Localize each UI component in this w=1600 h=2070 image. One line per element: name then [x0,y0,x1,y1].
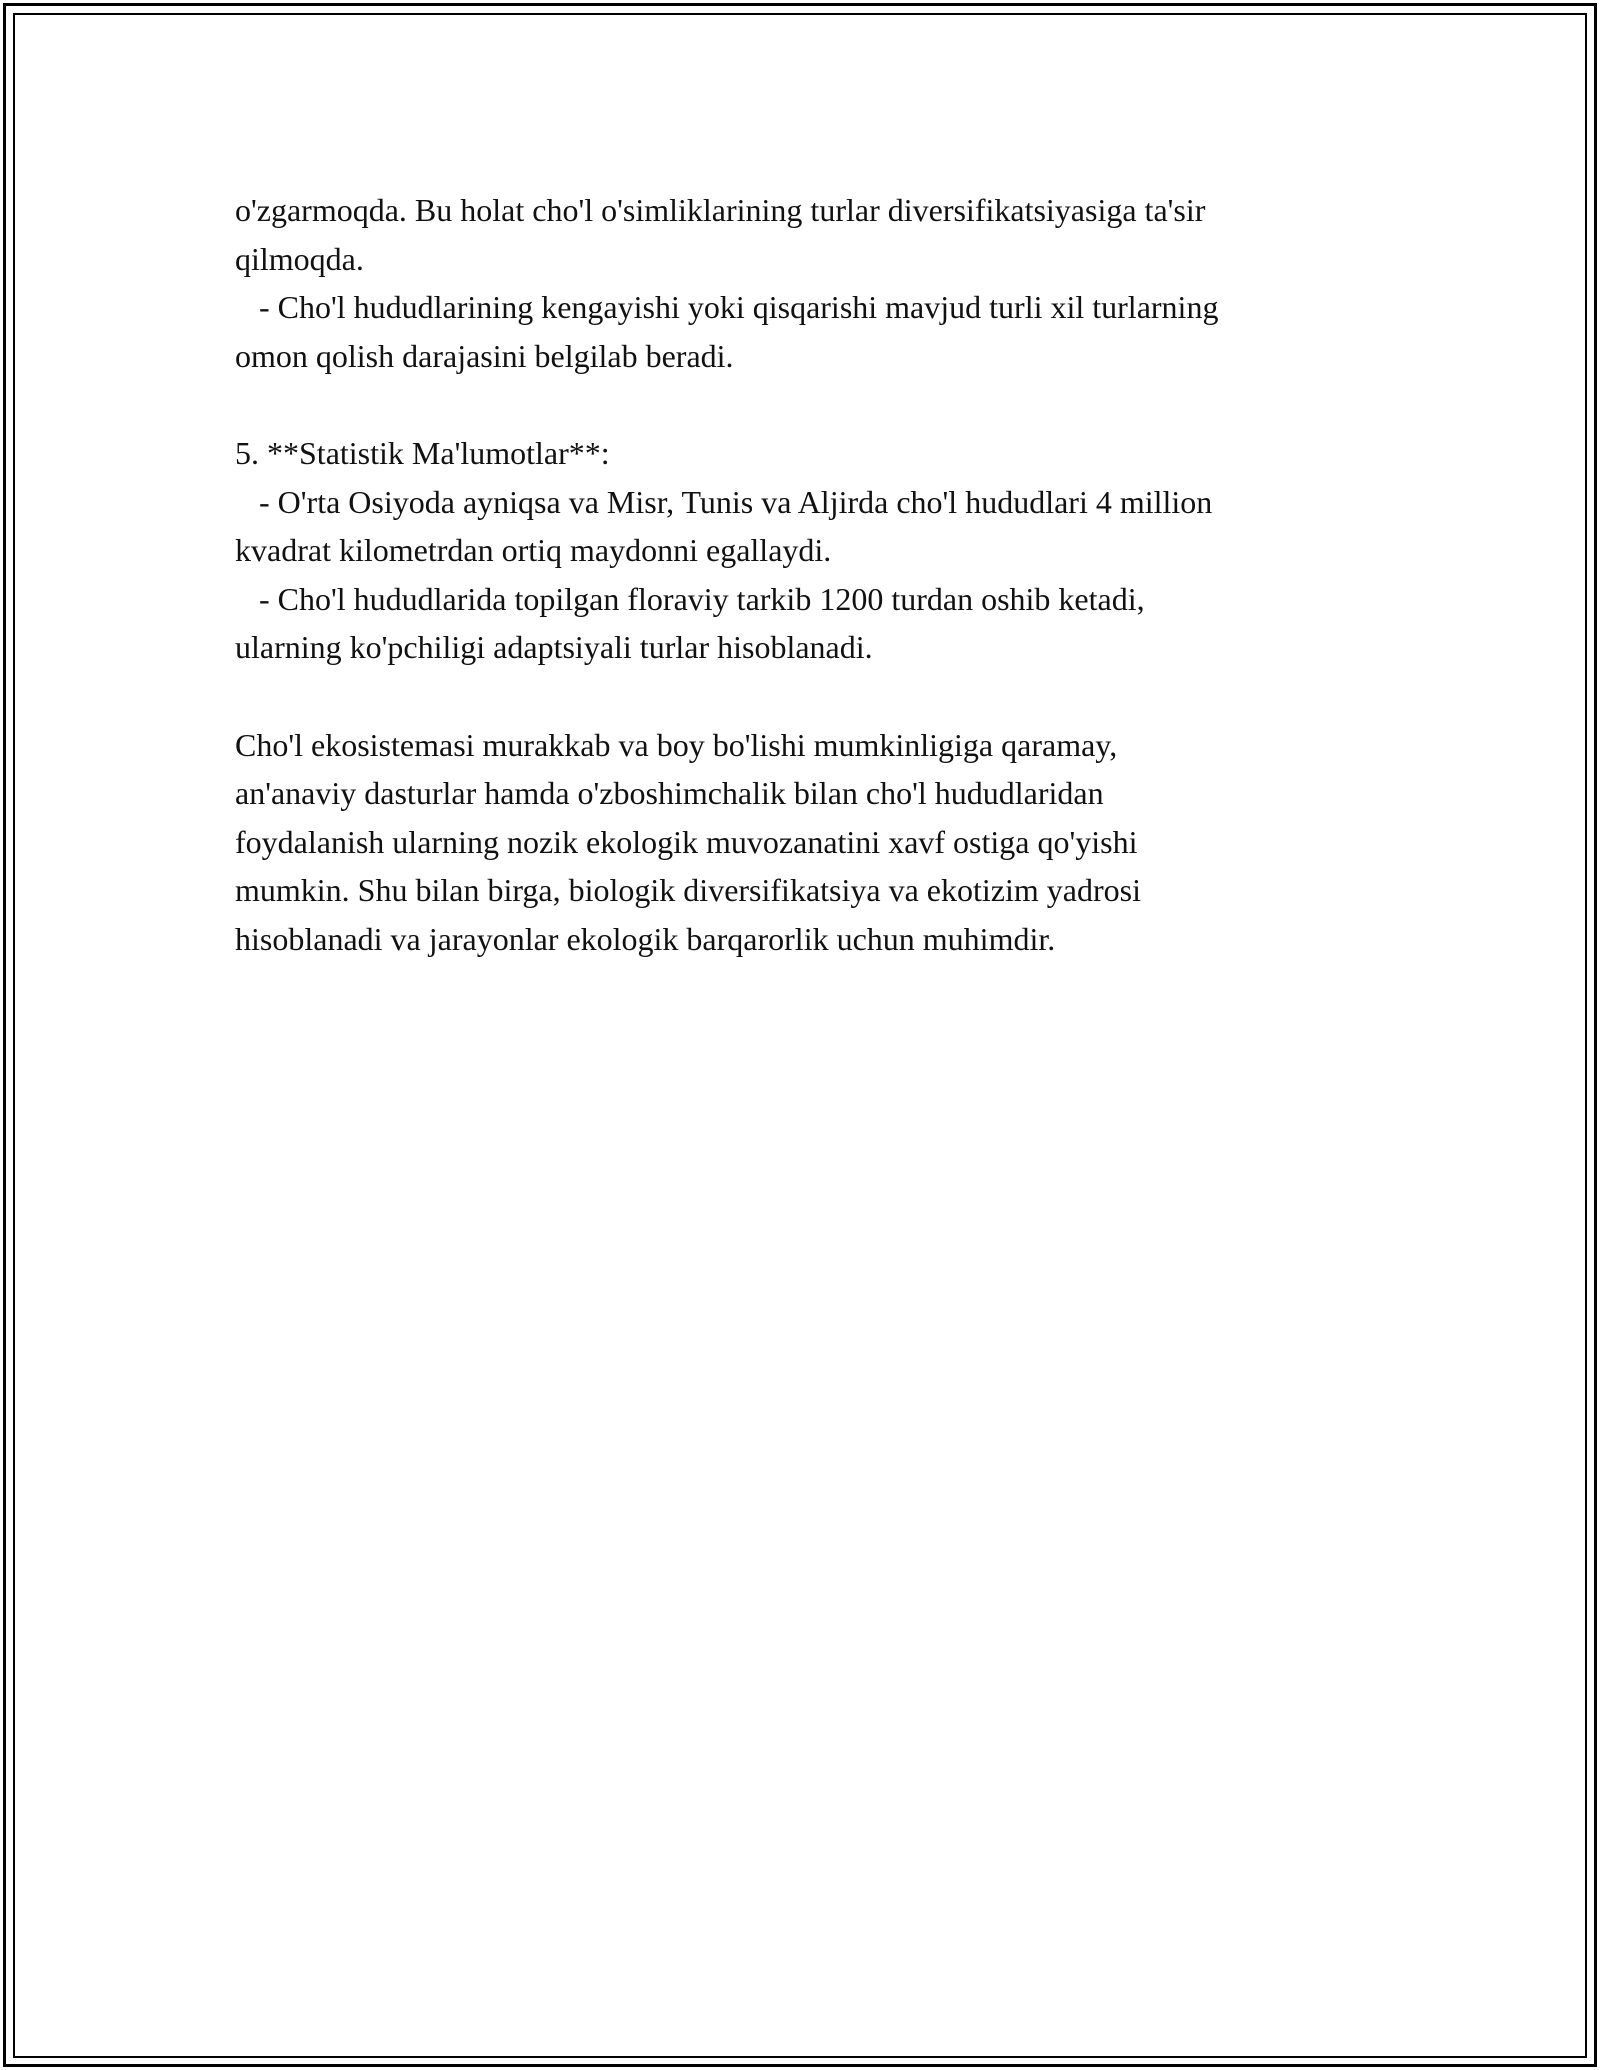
text-line: foydalanish ularning nozik ekologik muvozanatini xavf ostiga qo'yishi [235,823,1138,860]
text-line: mumkin. Shu bilan birga, biologik diversifikatsiya va ekotizim yadrosi [235,872,1141,909]
section-heading: 5. **Statistik Ma'lumotlar**: [235,434,610,471]
bullet-desert-expansion [235,283,1415,380]
blank-line [235,380,1415,429]
text-line: an'anaviy dasturlar hamda o'zboshimchalik bilan cho'l hududlaridan [235,775,1104,812]
text-line: - Cho'l hududlarining kengayishi yoki qisqarishi mavjud turli xil turlarning [235,289,1219,326]
section-statistics [235,429,1415,672]
text-line: hisoblanadi va jarayonlar ekologik barqarorlik uchun muhimdir. [235,920,1056,957]
blank-line [235,672,1415,721]
conclusion-paragraph [235,721,1415,964]
text-line: - O'rta Osiyoda ayniqsa va Misr, Tunis va Aljirda cho'l hududlari 4 million [235,483,1213,520]
paragraph-continuation [235,186,1415,283]
text-line: o'zgarmoqda. Bu holat cho'l o'simliklarining turlar diversifikatsiyasiga ta'sir [235,192,1206,228]
text-line: - Cho'l hududlarida topilgan floraviy tarkib 1200 turdan oshib ketadi, [235,580,1145,617]
text-line: qilmoqda. [235,240,364,277]
text-line: Cho'l ekosistemasi murakkab va boy bo'lishi mumkinligiga qaramay, [235,726,1118,763]
document-body [235,186,1415,964]
text-line: omon qolish darajasini belgilab beradi. [235,337,734,374]
text-line: kvadrat kilometrdan ortiq maydonni egallaydi. [235,532,832,569]
text-line: ularning ko'pchiligi adaptsiyali turlar hisoblanadi. [235,629,873,666]
